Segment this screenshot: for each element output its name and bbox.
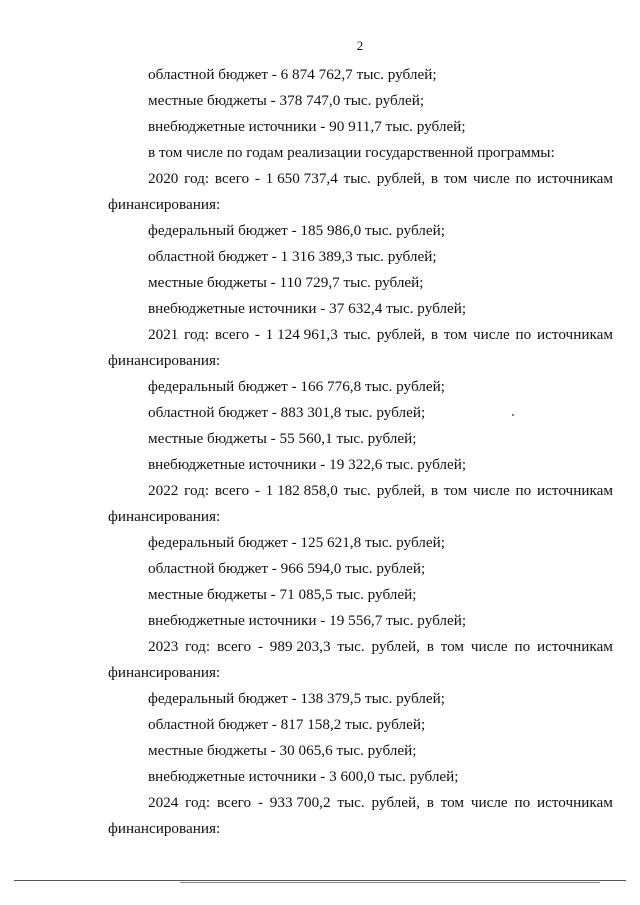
word: в (426, 638, 434, 655)
word: тыс. (343, 170, 371, 187)
funding-line: федеральный бюджет - 125 621,8 тыс. рублей; (148, 534, 445, 551)
word: 933 700,2 (269, 794, 331, 811)
year-summary-line (108, 166, 613, 192)
word: 989 203,3 (269, 638, 331, 655)
word: рублей, (376, 482, 426, 499)
word: - (257, 638, 263, 655)
funding-line: внебюджетные источники - 3 600,0 тыс. рублей; (148, 768, 459, 785)
funding-line: областной бюджет - 883 301,8 тыс. рублей; (148, 404, 426, 421)
funding-line: внебюджетные источники - 19 322,6 тыс. рублей; (148, 456, 467, 473)
word: год: (184, 170, 210, 187)
word: числе (470, 794, 508, 811)
funding-line: областной бюджет - 6 874 762,7 тыс. рублей; (148, 66, 437, 83)
word: в (426, 794, 434, 811)
year-summary-line (108, 478, 613, 504)
scan-edge-line-secondary (180, 882, 600, 883)
word: числе (470, 638, 508, 655)
scan-edge-line (14, 880, 626, 881)
word: источникам (537, 482, 613, 499)
word: год: (184, 326, 210, 343)
word: источникам (537, 326, 613, 343)
word: по (515, 326, 532, 343)
word: в (430, 482, 439, 499)
word: всего (214, 326, 250, 343)
scan-speck (512, 414, 514, 416)
word: по (515, 482, 532, 499)
word: источникам (537, 638, 613, 655)
funding-line: местные бюджеты - 378 747,0 тыс. рублей; (148, 92, 425, 109)
word: том (443, 482, 468, 499)
word: 2022 (148, 482, 179, 499)
word: в (430, 170, 439, 187)
word: 2021 (148, 326, 179, 343)
funding-line: федеральный бюджет - 166 776,8 тыс. рублей; (148, 378, 445, 395)
word: 1 650 737,4 (265, 170, 338, 187)
continuation-line: финансирования: (108, 820, 221, 837)
word: тыс. (337, 638, 365, 655)
continuation-line: финансирования: (108, 196, 221, 213)
continuation-line: финансирования: (108, 664, 221, 681)
word: том (443, 326, 468, 343)
word: том (440, 794, 465, 811)
funding-line: в том числе по годам реализации государственной программы: (148, 144, 555, 161)
funding-line: внебюджетные источники - 37 632,4 тыс. рублей; (148, 300, 467, 317)
word: 2024 (148, 794, 179, 811)
funding-line: местные бюджеты - 30 065,6 тыс. рублей; (148, 742, 417, 759)
word: по (514, 794, 531, 811)
funding-line: местные бюджеты - 71 085,5 тыс. рублей; (148, 586, 417, 603)
word: рублей, (371, 638, 420, 655)
word: рублей, (371, 794, 420, 811)
word: в (430, 326, 439, 343)
word: всего (214, 482, 250, 499)
year-summary-line (108, 634, 613, 660)
word: тыс. (343, 482, 371, 499)
word: 1 124 961,3 (265, 326, 338, 343)
word: год: (185, 638, 211, 655)
word: год: (185, 794, 211, 811)
word: - (254, 482, 260, 499)
word: - (257, 794, 263, 811)
page-number: 2 (356, 38, 364, 53)
funding-line: местные бюджеты - 110 729,7 тыс. рублей; (148, 274, 424, 291)
word: тыс. (343, 326, 371, 343)
word: всего (214, 170, 250, 187)
word: - (254, 326, 260, 343)
year-summary-line (108, 322, 613, 348)
word: числе (472, 170, 510, 187)
word: рублей, (376, 326, 426, 343)
word: - (254, 170, 260, 187)
word: 2020 (148, 170, 179, 187)
funding-line: областной бюджет - 817 158,2 тыс. рублей; (148, 716, 426, 733)
funding-line: федеральный бюджет - 185 986,0 тыс. рублей; (148, 222, 445, 239)
word: всего (216, 794, 252, 811)
funding-line: областной бюджет - 966 594,0 тыс. рублей; (148, 560, 426, 577)
continuation-line: финансирования: (108, 352, 221, 369)
word: том (443, 170, 468, 187)
word: источникам (537, 794, 613, 811)
word: 1 182 858,0 (265, 482, 338, 499)
word: источникам (537, 170, 613, 187)
word: всего (216, 638, 252, 655)
word: рублей, (376, 170, 426, 187)
year-summary-line (108, 790, 613, 816)
word: том (440, 638, 465, 655)
funding-line: местные бюджеты - 55 560,1 тыс. рублей; (148, 430, 417, 447)
funding-line: федеральный бюджет - 138 379,5 тыс. рублей; (148, 690, 445, 707)
word: числе (472, 326, 510, 343)
word: тыс. (337, 794, 365, 811)
continuation-line: финансирования: (108, 508, 221, 525)
funding-line: внебюджетные источники - 19 556,7 тыс. рублей; (148, 612, 467, 629)
word: 2023 (148, 638, 179, 655)
word: по (515, 170, 532, 187)
funding-line: областной бюджет - 1 316 389,3 тыс. рублей; (148, 248, 437, 265)
word: по (514, 638, 531, 655)
word: год: (184, 482, 210, 499)
document-body (108, 62, 613, 842)
funding-line: внебюджетные источники - 90 911,7 тыс. рублей; (148, 118, 466, 135)
word: числе (472, 482, 510, 499)
